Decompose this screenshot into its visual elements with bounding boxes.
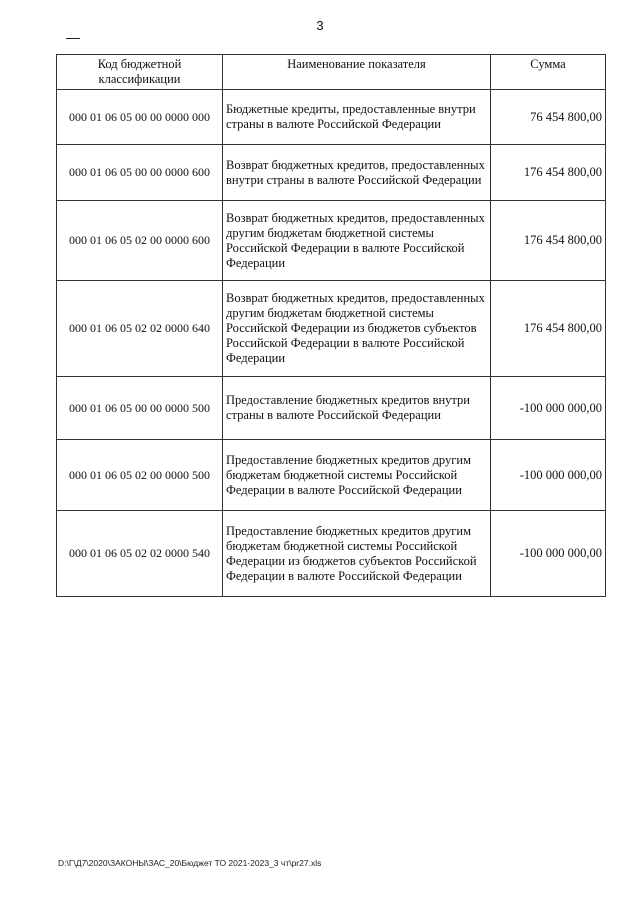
cell-sum: 76 454 800,00 xyxy=(491,90,606,145)
cell-name: Возврат бюджетных кредитов, предоставленных другим бюджетам бюджетной системы Российской Федерации из бюджетов субъектов Российской Федерации в валюте Российской Федерации xyxy=(223,281,491,377)
cell-sum: 176 454 800,00 xyxy=(491,201,606,281)
header-sum: Сумма xyxy=(491,55,606,90)
cell-sum: -100 000 000,00 xyxy=(491,377,606,440)
table-row xyxy=(57,440,606,511)
table-header-row xyxy=(57,55,606,90)
cell-name: Предоставление бюджетных кредитов другим бюджетам бюджетной системы Российской Федерации из бюджетов субъектов Российской Федерации в валюте Российской Федерации xyxy=(223,511,491,597)
header-name: Наименование показателя xyxy=(223,55,491,90)
table-row xyxy=(57,377,606,440)
cell-sum: 176 454 800,00 xyxy=(491,145,606,201)
cell-code: 000 01 06 05 02 00 0000 600 xyxy=(57,201,223,281)
cell-name: Возврат бюджетных кредитов, предоставленных другим бюджетам бюджетной системы Российской Федерации в валюте Российской Федерации xyxy=(223,201,491,281)
table-row xyxy=(57,281,606,377)
footer-file-path: D:\Г\Д7\2020\ЗАКОНЫ\ЗАС_20\Бюджет ТО 2021-2023_3 чт\pr27.xls xyxy=(58,858,322,868)
cell-code: 000 01 06 05 02 02 0000 640 xyxy=(57,281,223,377)
table-row xyxy=(57,90,606,145)
cell-sum: -100 000 000,00 xyxy=(491,511,606,597)
cell-sum: 176 454 800,00 xyxy=(491,281,606,377)
cell-name: Бюджетные кредиты, предоставленные внутри страны в валюте Российской Федерации xyxy=(223,90,491,145)
cell-code: 000 01 06 05 02 00 0000 500 xyxy=(57,440,223,511)
budget-table xyxy=(56,54,606,597)
cell-name: Возврат бюджетных кредитов, предоставленных внутри страны в валюте Российской Федерации xyxy=(223,145,491,201)
cell-sum: -100 000 000,00 xyxy=(491,440,606,511)
cell-code: 000 01 06 05 00 00 0000 600 xyxy=(57,145,223,201)
header-code: Код бюджетной классификации xyxy=(57,55,223,90)
cell-code: 000 01 06 05 00 00 0000 000 xyxy=(57,90,223,145)
dash-mark xyxy=(66,38,80,39)
cell-name: Предоставление бюджетных кредитов внутри страны в валюте Российской Федерации xyxy=(223,377,491,440)
table-row xyxy=(57,145,606,201)
cell-code: 000 01 06 05 02 02 0000 540 xyxy=(57,511,223,597)
table-row xyxy=(57,201,606,281)
cell-name: Предоставление бюджетных кредитов другим бюджетам бюджетной системы Российской Федерации в валюте Российской Федерации xyxy=(223,440,491,511)
table-row xyxy=(57,511,606,597)
page-number: 3 xyxy=(316,18,324,33)
cell-code: 000 01 06 05 00 00 0000 500 xyxy=(57,377,223,440)
